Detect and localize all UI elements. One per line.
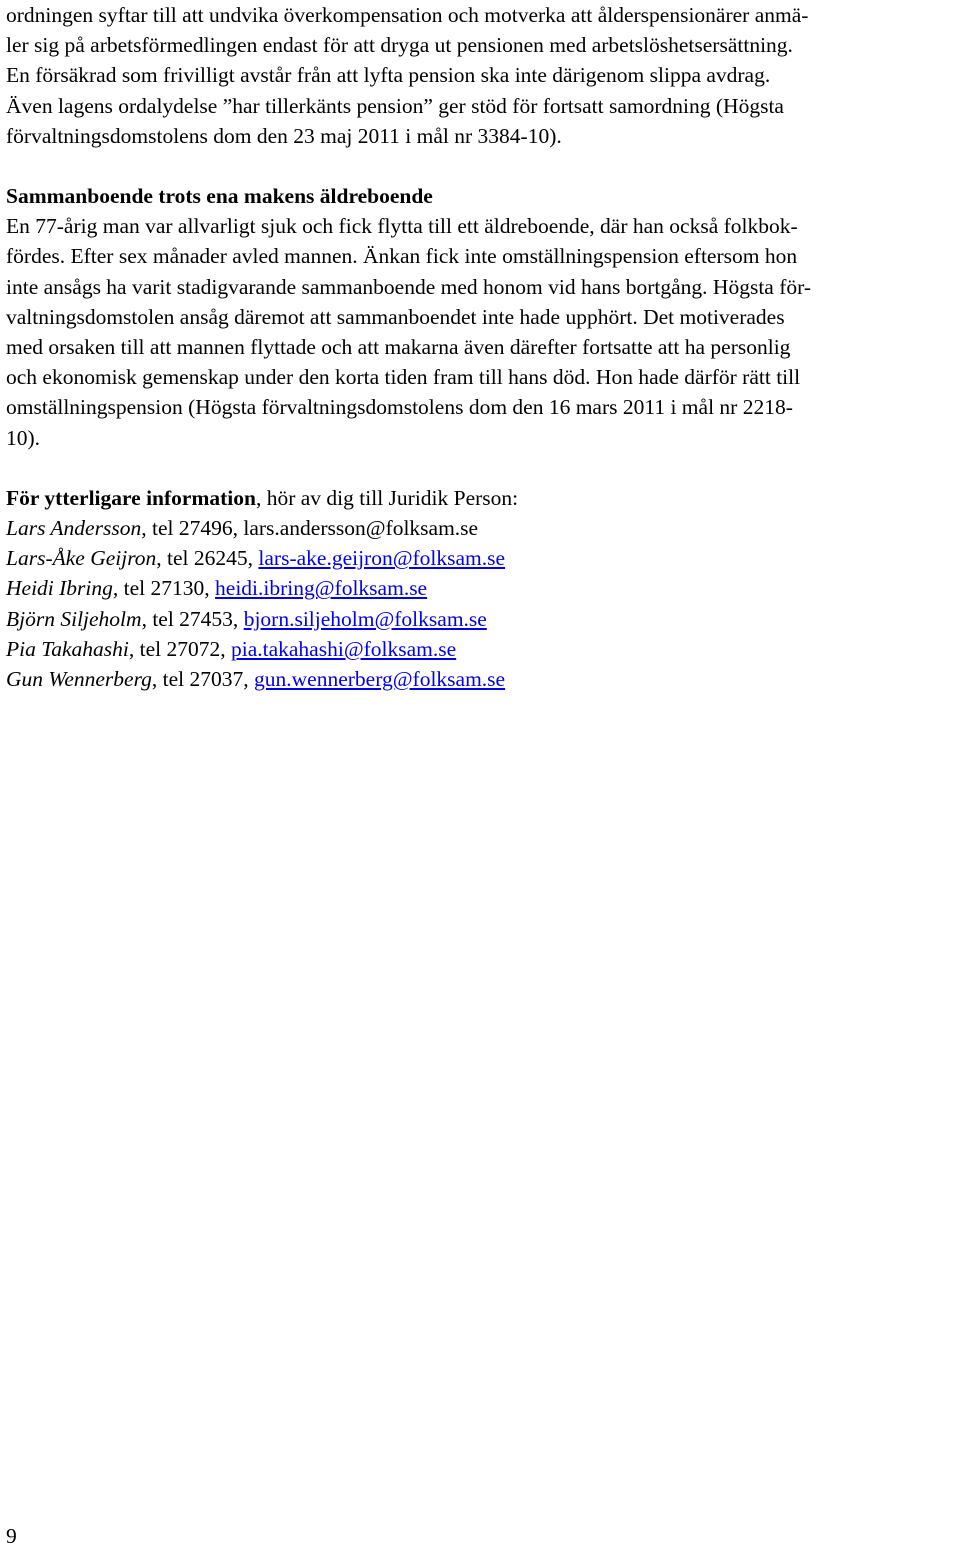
- section-line: fördes. Efter sex månader avled mannen. Änkan fick inte omställningspension eftersom hon: [6, 244, 798, 269]
- contact-intro-bold: För ytterligare information: [6, 485, 256, 510]
- contact-email-link[interactable]: pia.takahashi@folksam.se: [230, 636, 457, 661]
- contact-intro-rest: , hör av dig till Juridik Person:: [255, 485, 519, 510]
- contact-name: Pia Takahashi,: [6, 636, 135, 661]
- contact-name: Lars-Åke Geijron: [6, 546, 157, 571]
- contact-tel: , tel 26245,: [156, 546, 259, 571]
- contact-tel: , tel 27496,: [141, 516, 244, 541]
- intro-line: En försäkrad som frivilligt avstår från att lyfta pension ska inte därigenom slippa avdrag.: [6, 63, 771, 88]
- section-line: valtningsdomstolen ansåg däremot att sammanboendet inte hade upphört. Det motiverades: [6, 304, 785, 329]
- contact-person: [6, 664, 950, 694]
- section-line: med orsaken till att mannen flyttade och att makarna även därefter fortsatte att ha personlig: [6, 335, 791, 360]
- contact-tel: , tel 27453,: [141, 606, 244, 631]
- contact-name: Gun Wennerberg: [6, 667, 152, 692]
- contact-person: [6, 604, 950, 634]
- document-page: [6, 0, 950, 694]
- contact-email-text: lars.andersson@folksam.se: [243, 516, 479, 541]
- section-sammanboende: [6, 181, 950, 453]
- section-line: En 77-årig man var allvarligt sjuk och fick flytta till ett äldreboende, där han också folkbok-: [6, 214, 798, 239]
- section-line: inte ansågs ha varit stadigvarande sammanboende med honom vid hans bortgång. Högsta för-: [6, 274, 812, 299]
- section-line: och ekonomisk gemenskap under den korta tiden fram till hans död. Hon hade därför rätt till: [6, 365, 801, 390]
- section-heading: Sammanboende trots ena makens äldreboende: [6, 184, 433, 209]
- contact-email-link[interactable]: lars-ake.geijron@folksam.se: [258, 546, 506, 571]
- paragraph-gap: [6, 151, 950, 181]
- contact-person: [6, 513, 950, 543]
- intro-line: Även lagens ordalydelse ”har tillerkänts pension” ger stöd för fortsatt samordning (Högsta: [6, 93, 784, 118]
- contact-person: [6, 634, 950, 664]
- page-number: 9: [6, 1524, 17, 1548]
- intro-line: ler sig på arbetsförmedlingen endast för att dryga ut pensionen med arbetslöshetsersättning.: [6, 33, 793, 58]
- contact-name: Björn Siljeholm: [6, 606, 142, 631]
- section-line: omställningspension (Högsta förvaltningsdomstolens dom den 16 mars 2011 i mål nr 2218-: [6, 395, 793, 420]
- contact-email-link[interactable]: heidi.ibring@folksam.se: [215, 576, 428, 601]
- intro-line: ordningen syftar till att undvika överkompensation och motverka att ålderspensionärer anmä-: [6, 3, 809, 27]
- contact-name: Lars Andersson: [6, 516, 142, 541]
- contact-tel: , tel 27130,: [112, 576, 216, 601]
- paragraph-gap: [6, 453, 950, 483]
- section-line: 10).: [6, 425, 41, 450]
- contact-email-link[interactable]: bjorn.siljeholm@folksam.se: [243, 606, 487, 631]
- intro-paragraph: [6, 0, 950, 151]
- contact-person: [6, 573, 950, 603]
- intro-line: förvaltningsdomstolens dom den 23 maj 2011 i mål nr 3384-10).: [6, 123, 562, 148]
- contact-person: [6, 543, 950, 573]
- contact-tel: tel 27072,: [134, 636, 231, 661]
- contact-name: Heidi Ibring: [6, 576, 113, 601]
- contact-block: [6, 483, 950, 694]
- contact-intro: [6, 483, 950, 513]
- contact-email-link[interactable]: gun.wennerberg@folksam.se: [254, 667, 506, 692]
- contact-tel: , tel 27037,: [151, 667, 255, 692]
